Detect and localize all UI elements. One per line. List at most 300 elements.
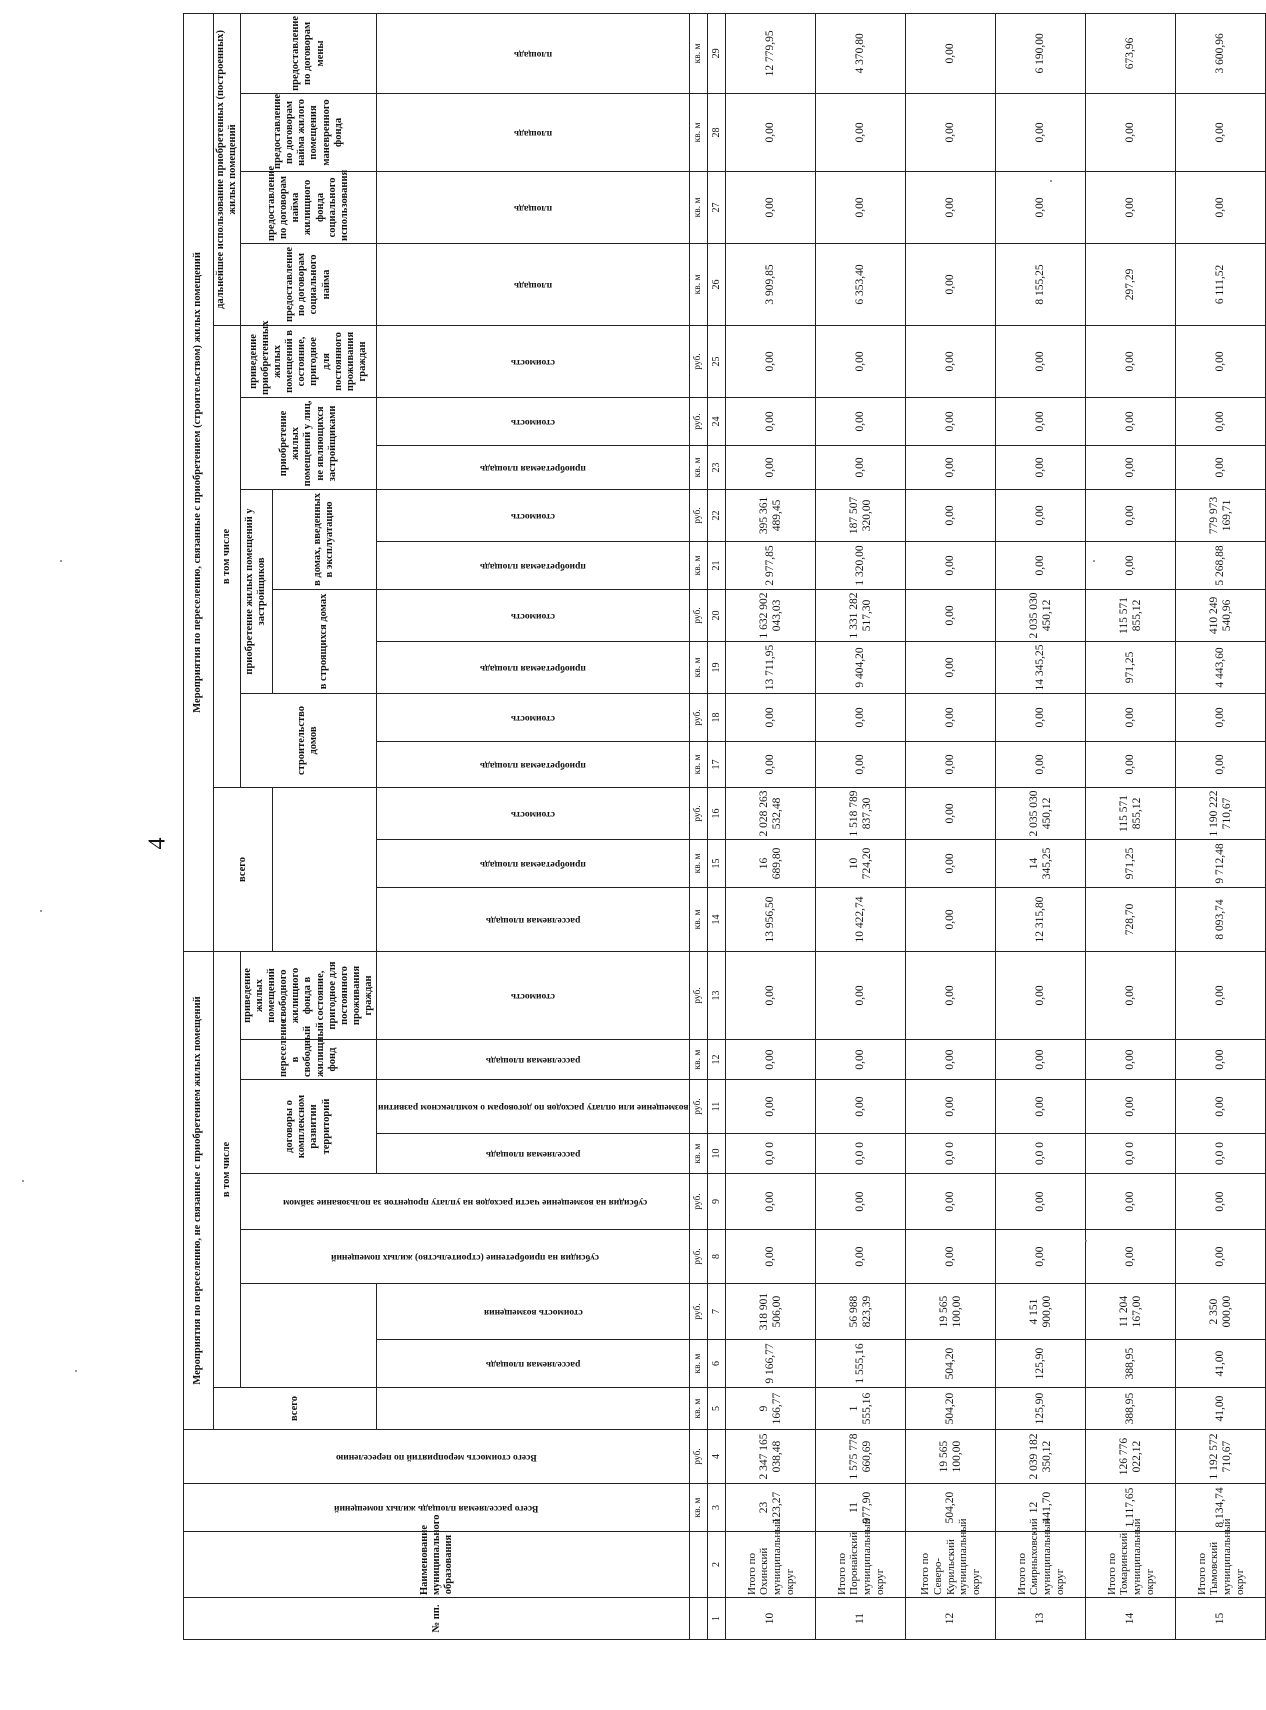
header-b-blank <box>272 787 376 951</box>
value-cell: 0,00 <box>906 741 996 787</box>
value-cell: 0,00 <box>1086 489 1176 541</box>
header-use-man: предоставление по договорам найма жилого помещения маневренного фонда <box>241 93 377 171</box>
value-cell: 0,00 <box>906 325 996 397</box>
value-cell: 0,00 <box>1176 693 1266 741</box>
header-bring-bought: приведение приобретенных жилых помещений в состояние, пригодное для постоянного проживания граждан <box>241 325 377 397</box>
municipality-name: Итого по Северо-Курильский муниципальный округ <box>906 1532 996 1598</box>
value-cell: 3 600,96 <box>1176 13 1266 93</box>
header-build-area: приобретаемая площадь <box>376 741 690 787</box>
header-use-swap: предоставление по договорам мены <box>241 13 377 93</box>
column-number: 19 <box>708 641 726 693</box>
column-number: 24 <box>708 397 726 445</box>
header-use-comm: предоставление по договорам найма жилищного фонда социального использования <box>241 171 377 243</box>
unit-cell: кв. м <box>690 1134 708 1174</box>
value-cell: 5 268,88 <box>1176 541 1266 589</box>
value-cell: 0,00 <box>906 13 996 93</box>
value-cell: 13 956,50 <box>726 887 816 951</box>
column-number: 22 <box>708 489 726 541</box>
row-number: 13 <box>996 1598 1086 1640</box>
unit-cell: кв. м <box>690 243 708 325</box>
value-cell: 115 571 855,12 <box>1086 589 1176 641</box>
column-number: 11 <box>708 1080 726 1134</box>
column-number: 18 <box>708 693 726 741</box>
value-cell: 0,00 <box>1086 325 1176 397</box>
column-number: 13 <box>708 951 726 1039</box>
scan-speck <box>22 1180 24 1182</box>
header-kr-cost: возмещение или оплату расходов по договорам о комплексном развитии <box>376 1080 690 1134</box>
value-cell: 0,00 <box>996 1040 1086 1080</box>
value-cell: 19 565 100,00 <box>906 1430 996 1484</box>
value-cell: 0,00 <box>1086 1174 1176 1230</box>
unit-cell: кв. м <box>690 1040 708 1080</box>
municipality-name: Итого по Томаринский муниципальный округ <box>1086 1532 1176 1598</box>
row-number: 12 <box>906 1598 996 1640</box>
value-cell: 0,00 <box>816 171 906 243</box>
value-cell: 0,00 <box>726 325 816 397</box>
value-cell: 0,00 <box>906 787 996 839</box>
value-cell: 410 249 540,96 <box>1176 589 1266 641</box>
value-cell: 8 155,25 <box>996 243 1086 325</box>
column-number: 28 <box>708 93 726 171</box>
header-b-rass: расселяемая площадь <box>376 887 690 951</box>
header-cost-comp: стоимость возмещения <box>376 1284 690 1340</box>
unit-cell: кв. м <box>690 1340 708 1388</box>
value-cell: 0,0 0 <box>1176 1134 1266 1174</box>
value-cell: 11 977,90 <box>816 1484 906 1532</box>
value-cell: 388,95 <box>1086 1388 1176 1430</box>
header-resettle-area: расселяемая площадь <box>376 1040 690 1080</box>
scan-speck <box>1050 180 1052 182</box>
column-number: 6 <box>708 1340 726 1388</box>
value-cell: 0,00 <box>726 1080 816 1134</box>
value-cell: 0,00 <box>1086 397 1176 445</box>
value-cell: 14 345,25 <box>996 641 1086 693</box>
header-further-use: дальнейшее использование приобретенных (построенных) жилых помещений <box>214 13 241 325</box>
value-cell: 0,00 <box>726 1040 816 1080</box>
value-cell: 12 315,80 <box>996 887 1086 951</box>
column-number: 2 <box>708 1532 726 1598</box>
value-cell: 504,20 <box>906 1340 996 1388</box>
value-cell: 388,95 <box>1086 1340 1176 1388</box>
header-in-commis: в домах, введенных в эксплуатацию <box>272 489 376 589</box>
unit-cell: руб. <box>690 1174 708 1230</box>
header-name: Наименование муниципального образования <box>184 1532 690 1598</box>
header-constr-cost: стоимость <box>376 589 690 641</box>
value-cell: 0,00 <box>1176 1080 1266 1134</box>
column-number: 29 <box>708 13 726 93</box>
value-cell: 12 779,95 <box>726 13 816 93</box>
table-row <box>726 13 816 1639</box>
column-number: 25 <box>708 325 726 397</box>
value-cell: 0,00 <box>1086 171 1176 243</box>
value-cell: 0,00 <box>906 839 996 887</box>
value-cell: 0,00 <box>1086 1040 1176 1080</box>
column-number: 7 <box>708 1284 726 1340</box>
value-cell: 0,00 <box>996 397 1086 445</box>
value-cell: 9 166,77 <box>726 1388 816 1430</box>
value-cell: 0,00 <box>1176 741 1266 787</box>
scan-speck <box>75 1370 77 1372</box>
value-cell: 0,00 <box>906 397 996 445</box>
header-use-man-area: площадь <box>376 93 690 171</box>
value-cell: 0,00 <box>996 541 1086 589</box>
header-group-b: Мероприятия по переселению, связанные с приобретением (строительством) жилых помещений <box>184 13 214 951</box>
unit-cell: кв. м <box>690 839 708 887</box>
value-cell: 0,00 <box>996 171 1086 243</box>
header-subs-comp: субсидия на возмещение части расходов на уплату процентов за пользование займом <box>241 1174 690 1230</box>
header-comp-blank <box>241 1284 377 1388</box>
value-cell: 504,20 <box>906 1388 996 1430</box>
value-cell: 10 724,20 <box>816 839 906 887</box>
municipality-name: Итого по Тымовский муниципальный округ <box>1176 1532 1266 1598</box>
value-cell: 0,00 <box>726 1230 816 1284</box>
unit-cell: руб. <box>690 397 708 445</box>
value-cell: 0,00 <box>906 243 996 325</box>
municipality-name: Итого по Поронайский муниципальный округ <box>816 1532 906 1598</box>
unit-cell: кв. м <box>690 93 708 171</box>
value-cell: 0,00 <box>1176 1174 1266 1230</box>
header-resettle-free: переселение в свободный жилищный фонд <box>241 1040 377 1080</box>
value-cell: 3 909,85 <box>726 243 816 325</box>
value-cell: 0,00 <box>1176 1040 1266 1080</box>
value-cell: 0,00 <box>996 741 1086 787</box>
value-cell: 1 575 778 660,69 <box>816 1430 906 1484</box>
value-cell: 0,00 <box>906 887 996 951</box>
value-cell: 971,25 <box>1086 839 1176 887</box>
column-number: 21 <box>708 541 726 589</box>
header-use-soc: предоставление по договорам социального найма <box>241 243 377 325</box>
units-row <box>690 13 708 1639</box>
header-b-buy-area: приобретаемая площадь <box>376 839 690 887</box>
page-number: 4 <box>144 837 171 850</box>
value-cell: 0,00 <box>816 741 906 787</box>
column-number: 16 <box>708 787 726 839</box>
unit-cell: руб. <box>690 1284 708 1340</box>
value-cell: 0,0 0 <box>996 1134 1086 1174</box>
column-number: 3 <box>708 1484 726 1532</box>
table-row <box>1176 13 1266 1639</box>
value-cell: 16 689,80 <box>726 839 816 887</box>
value-cell: 0,00 <box>906 1230 996 1284</box>
scan-speck <box>1093 560 1095 562</box>
value-cell: 12 441,70 <box>996 1484 1086 1532</box>
scan-speck <box>1085 1240 1087 1242</box>
header-vsego-b: всего <box>214 787 273 951</box>
unit-cell: руб. <box>690 489 708 541</box>
column-number: 12 <box>708 1040 726 1080</box>
value-cell: 4 151 900,00 <box>996 1284 1086 1340</box>
value-cell: 0,00 <box>1086 741 1176 787</box>
header-subs-buy: субсидия на приобретение (строительство) жилых помещений <box>241 1230 690 1284</box>
value-cell: 11 204 167,00 <box>1086 1284 1176 1340</box>
header-b-cost: стоимость <box>376 787 690 839</box>
header-incl-b: в том числе <box>214 325 241 787</box>
value-cell: 0,00 <box>906 1080 996 1134</box>
header-nondev-cost: стоимость <box>376 397 690 445</box>
value-cell: 6 353,40 <box>816 243 906 325</box>
column-number: 9 <box>708 1174 726 1230</box>
column-number: 5 <box>708 1388 726 1430</box>
table-row <box>996 13 1086 1639</box>
column-number: 23 <box>708 445 726 489</box>
value-cell: 0,00 <box>996 693 1086 741</box>
header-use-soc-area: площадь <box>376 243 690 325</box>
unit-cell: кв. м <box>690 541 708 589</box>
value-cell: 0,00 <box>726 951 816 1039</box>
table-body <box>726 13 1266 1639</box>
header-buy-nondev: приобретение жилых помещений у лиц, не являющихся застройщиками <box>241 397 377 489</box>
municipality-name: Итого по Смирныховский муниципальный округ <box>996 1532 1086 1598</box>
unit-cell <box>690 1598 708 1640</box>
value-cell: 13 711,95 <box>726 641 816 693</box>
value-cell: 2 035 030 450,12 <box>996 589 1086 641</box>
value-cell: 0,00 <box>726 1174 816 1230</box>
table-row <box>1086 13 1176 1639</box>
value-cell: 0,00 <box>996 1230 1086 1284</box>
value-cell: 0,00 <box>816 1080 906 1134</box>
unit-cell: руб. <box>690 1430 708 1484</box>
value-cell: 0,00 <box>906 589 996 641</box>
row-number: 15 <box>1176 1598 1266 1640</box>
value-cell: 9 712,48 <box>1176 839 1266 887</box>
value-cell: 1 331 282 517,30 <box>816 589 906 641</box>
value-cell: 187 507 320,00 <box>816 489 906 541</box>
header-nondev-area: приобретаемая площадь <box>376 445 690 489</box>
header-buy-dev: приобретение жилых помещений у застройщиков <box>241 489 272 693</box>
value-cell: 1 192 572 710,67 <box>1176 1430 1266 1484</box>
value-cell: 8 134,74 <box>1176 1484 1266 1532</box>
value-cell: 2 977,85 <box>726 541 816 589</box>
value-cell: 0,00 <box>816 951 906 1039</box>
value-cell: 0,00 <box>726 397 816 445</box>
value-cell: 318 901 506,00 <box>726 1284 816 1340</box>
unit-cell: кв. м <box>690 741 708 787</box>
column-number: 8 <box>708 1230 726 1284</box>
value-cell: 9 404,20 <box>816 641 906 693</box>
value-cell: 9 166,77 <box>726 1340 816 1388</box>
value-cell: 0,00 <box>996 489 1086 541</box>
unit-cell: руб. <box>690 1080 708 1134</box>
unit-cell: кв. м <box>690 887 708 951</box>
value-cell: 0,00 <box>906 1040 996 1080</box>
header-commis-cost: стоимость <box>376 489 690 541</box>
value-cell: 0,00 <box>996 325 1086 397</box>
header-build-cost: стоимость <box>376 693 690 741</box>
unit-cell: кв. м <box>690 445 708 489</box>
value-cell: 41,00 <box>1176 1340 1266 1388</box>
value-cell: 0,00 <box>726 741 816 787</box>
value-cell: 1 117,65 <box>1086 1484 1176 1532</box>
unit-cell: руб. <box>690 787 708 839</box>
value-cell: 0,00 <box>816 1230 906 1284</box>
value-cell: 0,00 <box>906 489 996 541</box>
unit-cell <box>690 1532 708 1598</box>
unit-cell: руб. <box>690 325 708 397</box>
table-row <box>816 13 906 1639</box>
column-number: 26 <box>708 243 726 325</box>
unit-cell: кв. м <box>690 171 708 243</box>
header-vsego-a: всего <box>214 1388 377 1430</box>
value-cell: 0,00 <box>1176 445 1266 489</box>
value-cell: 0,00 <box>996 951 1086 1039</box>
value-cell: 41,00 <box>1176 1388 1266 1430</box>
value-cell: 0,0 0 <box>906 1134 996 1174</box>
value-cell: 56 988 823,39 <box>816 1284 906 1340</box>
value-cell: 1 555,16 <box>816 1340 906 1388</box>
value-cell: 779 973 169,71 <box>1176 489 1266 541</box>
value-cell: 2 350 000,00 <box>1176 1284 1266 1340</box>
unit-cell: кв. м <box>690 641 708 693</box>
value-cell: 0,00 <box>726 93 816 171</box>
header-in-constr: в строящихся домах <box>272 589 376 693</box>
resettlement-table <box>183 13 1266 1640</box>
value-cell: 0,00 <box>906 693 996 741</box>
header-group-a: Мероприятия по переселению, не связанные с приобретением жилых помещений <box>184 951 214 1429</box>
value-cell: 115 571 855,12 <box>1086 787 1176 839</box>
value-cell: 0,00 <box>816 93 906 171</box>
header-bring-cost: стоимость <box>376 951 690 1039</box>
value-cell: 0,00 <box>1086 541 1176 589</box>
value-cell: 0,00 <box>816 1040 906 1080</box>
value-cell: 8 093,74 <box>1176 887 1266 951</box>
value-cell: 2 039 182 350,12 <box>996 1430 1086 1484</box>
value-cell: 1 320,00 <box>816 541 906 589</box>
value-cell: 19 565 100,00 <box>906 1284 996 1340</box>
row-number: 10 <box>726 1598 816 1640</box>
value-cell: 0,00 <box>816 325 906 397</box>
table-row <box>906 13 996 1639</box>
header-rass-area: расселяемая площадь <box>376 1340 690 1388</box>
header-kr-terr: договоры о комплексном развитии территорий <box>241 1080 377 1174</box>
value-cell: 0,00 <box>996 93 1086 171</box>
value-cell: 0,00 <box>1176 93 1266 171</box>
value-cell: 0,00 <box>906 445 996 489</box>
value-cell: 10 422,74 <box>816 887 906 951</box>
column-number: 15 <box>708 839 726 887</box>
column-number: 27 <box>708 171 726 243</box>
value-cell: 0,00 <box>1176 397 1266 445</box>
value-cell: 0,00 <box>726 171 816 243</box>
value-cell: 0,00 <box>816 397 906 445</box>
value-cell: 23 123,27 <box>726 1484 816 1532</box>
value-cell: 1 555,16 <box>816 1388 906 1430</box>
value-cell: 6 190,00 <box>996 13 1086 93</box>
value-cell: 0,00 <box>1086 1230 1176 1284</box>
unit-cell: кв. м <box>690 1388 708 1430</box>
value-cell: 0,00 <box>1086 445 1176 489</box>
column-number: 1 <box>708 1598 726 1640</box>
value-cell: 14 345,25 <box>996 839 1086 887</box>
value-cell: 0,00 <box>1176 171 1266 243</box>
value-cell: 4 443,60 <box>1176 641 1266 693</box>
value-cell: 0,00 <box>906 1174 996 1230</box>
rotated-table-container <box>183 15 1246 1640</box>
value-cell: 6 111,52 <box>1176 243 1266 325</box>
header-vsego-a-blank <box>376 1388 690 1430</box>
value-cell: 0,00 <box>996 1080 1086 1134</box>
header-use-comm-area: площадь <box>376 171 690 243</box>
column-number: 20 <box>708 589 726 641</box>
value-cell: 0,00 <box>996 445 1086 489</box>
municipality-name: Итого по Охинский муниципальный округ <box>726 1532 816 1598</box>
header-build: строительство домов <box>241 693 377 787</box>
value-cell: 0,00 <box>816 445 906 489</box>
value-cell: 4 370,80 <box>816 13 906 93</box>
value-cell: 126 776 022,12 <box>1086 1430 1176 1484</box>
value-cell: 0,00 <box>906 171 996 243</box>
value-cell: 0,00 <box>1086 1080 1176 1134</box>
header-total-area: Всего расселяемая площадь жилых помещений <box>184 1484 690 1532</box>
column-number: 14 <box>708 887 726 951</box>
header-no: № пп. <box>184 1598 690 1640</box>
value-cell: 0,00 <box>1176 325 1266 397</box>
header-total-cost: Всего стоимость мероприятий по переселению <box>184 1430 690 1484</box>
unit-cell: руб. <box>690 951 708 1039</box>
value-cell: 0,00 <box>1086 951 1176 1039</box>
value-cell: 0,00 <box>906 641 996 693</box>
header-constr-area: приобретаемая площадь <box>376 641 690 693</box>
value-cell: 395 361 489,45 <box>726 489 816 541</box>
row-number: 14 <box>1086 1598 1176 1640</box>
unit-cell: кв. м <box>690 1484 708 1532</box>
value-cell: 2 028 263 532,48 <box>726 787 816 839</box>
value-cell: 971,25 <box>1086 641 1176 693</box>
value-cell: 0,0 0 <box>726 1134 816 1174</box>
unit-cell: кв. м <box>690 13 708 93</box>
value-cell: 0,00 <box>726 445 816 489</box>
value-cell: 0,00 <box>726 693 816 741</box>
value-cell: 1 190 222 710,67 <box>1176 787 1266 839</box>
value-cell: 728,70 <box>1086 887 1176 951</box>
value-cell: 0,00 <box>906 541 996 589</box>
unit-cell: руб. <box>690 693 708 741</box>
value-cell: 0,00 <box>906 951 996 1039</box>
header-use-swap-area: площадь <box>376 13 690 93</box>
value-cell: 0,00 <box>816 1174 906 1230</box>
header-bring-bought-cost: стоимость <box>376 325 690 397</box>
header-incl-a: в том числе <box>214 951 241 1387</box>
header-commis-area: приобретаемая площадь <box>376 541 690 589</box>
header-bring-free: приведение жилых помещений свободного жилищного фонда в состояние, пригодное для постоянного проживания граждан <box>241 951 377 1039</box>
column-number: 10 <box>708 1134 726 1174</box>
column-number: 17 <box>708 741 726 787</box>
value-cell: 125,90 <box>996 1388 1086 1430</box>
value-cell: 0,00 <box>1176 951 1266 1039</box>
value-cell: 1 518 789 837,30 <box>816 787 906 839</box>
unit-cell: руб. <box>690 1230 708 1284</box>
value-cell: 0,00 <box>1176 1230 1266 1284</box>
value-cell: 0,00 <box>1086 693 1176 741</box>
row-number: 11 <box>816 1598 906 1640</box>
unit-cell: руб. <box>690 589 708 641</box>
value-cell: 297,29 <box>1086 243 1176 325</box>
value-cell: 673,96 <box>1086 13 1176 93</box>
value-cell: 125,90 <box>996 1340 1086 1388</box>
value-cell: 2 347 165 038,48 <box>726 1430 816 1484</box>
value-cell: 0,0 0 <box>816 1134 906 1174</box>
value-cell: 0,00 <box>1086 93 1176 171</box>
value-cell: 2 035 030 450,12 <box>996 787 1086 839</box>
value-cell: 0,0 0 <box>1086 1134 1176 1174</box>
value-cell: 504,20 <box>906 1484 996 1532</box>
value-cell: 1 632 902 043,03 <box>726 589 816 641</box>
column-numbers-row <box>708 13 726 1639</box>
value-cell: 0,00 <box>906 93 996 171</box>
column-number: 4 <box>708 1430 726 1484</box>
scan-speck <box>60 560 62 562</box>
header-kr-area: расселяемая площадь <box>376 1134 690 1174</box>
scan-speck <box>40 910 42 912</box>
